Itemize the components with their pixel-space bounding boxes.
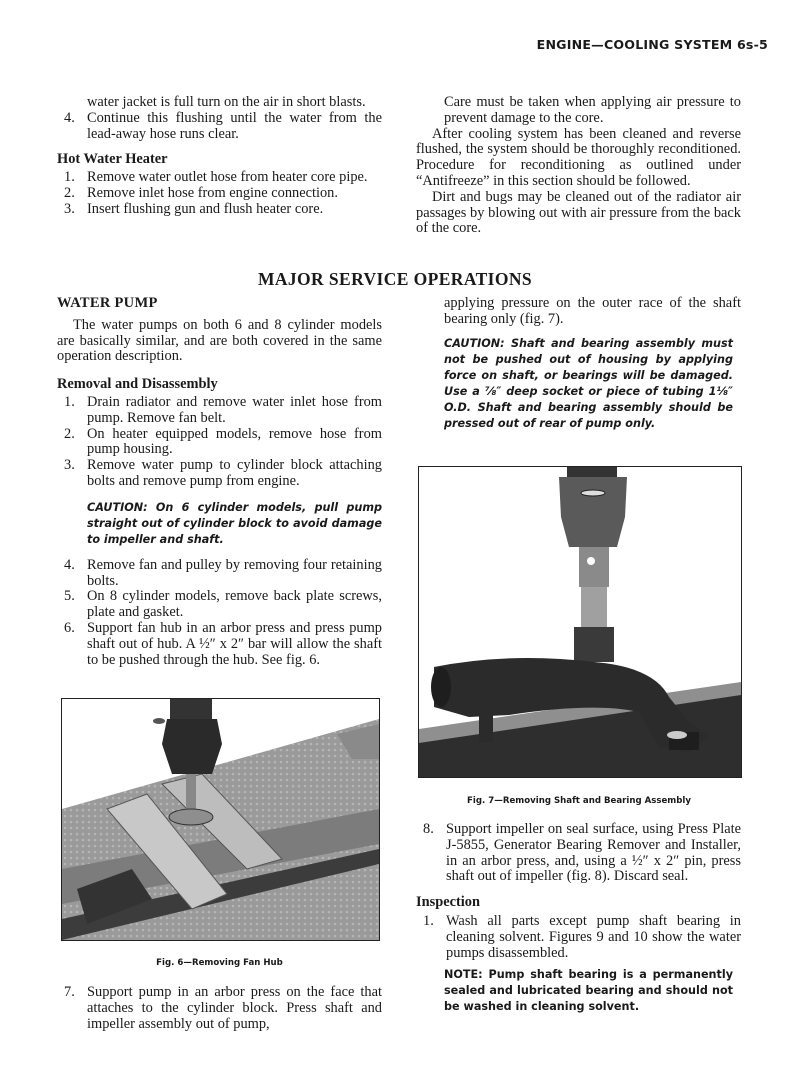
step-text: Remove water outlet hose from heater core pipe. (87, 169, 368, 186)
list-item (57, 186, 382, 202)
caution-shaft-bearing: CAUTION: Shaft and bearing assembly must not be pushed out of housing by applying force on shaft, or bearings will be damaged. Use a ⅞″ deep socket or piece of tubing 1⅛″ O.D. Shaft and bearing assembly should be pressed out of rear of pump only. (444, 336, 733, 430)
water-pump-heading: WATER PUMP (57, 295, 158, 311)
removal-steps (57, 395, 382, 490)
step-number: 5. (64, 588, 75, 605)
step-text: Remove inlet hose from engine connection. (87, 184, 338, 201)
step-text: Support fan hub in an arbor press and press pump shaft out of hub. A ½″ x 2″ bar will allow the shaft to be pushed through the hub. See fig. 6. (87, 619, 382, 668)
step-text: Insert flushing gun and flush heater core. (87, 200, 324, 217)
list-item (57, 458, 382, 490)
major-service-heading: MAJOR SERVICE OPERATIONS (257, 269, 533, 289)
list-item (57, 202, 382, 218)
step-text: Support impeller on seal surface, using Press Plate J-5855, Generator Bearing Remover and Installer, in an arbor press, and, using a ½″ x 2″ pin, press shaft out of impeller (fig. 8). Discard seal. (446, 821, 741, 885)
water-pump-intro: The water pumps on both 6 and 8 cylinder models are basically similar, and are both covered in the same operation description. (57, 316, 382, 365)
step-3-continuation: water jacket is full turn on the air in short blasts. (87, 94, 366, 110)
step-7-block (57, 985, 382, 1032)
step-number: 8. (423, 821, 434, 837)
step-number: 4. (64, 556, 75, 573)
step-text: Continue this flushing until the water from the lead-away hose runs clear. (87, 109, 382, 142)
list-item (416, 822, 741, 885)
step-number: 4. (64, 109, 75, 126)
removal-steps-8 (416, 822, 741, 885)
list-item (57, 111, 382, 143)
step-text: On heater equipped models, remove hose from pump housing. (87, 425, 382, 458)
hot-water-heater-heading: Hot Water Heater (57, 151, 168, 168)
list-item (416, 914, 741, 961)
step-8-block (416, 822, 741, 1015)
removal-heading: Removal and Disassembly (57, 376, 218, 393)
list-item (57, 589, 382, 621)
step-text: Remove fan and pulley by removing four retaining bolts. (87, 556, 382, 589)
list-item (57, 395, 382, 427)
list-item (57, 985, 382, 1032)
list-item (57, 427, 382, 459)
list-item (57, 621, 382, 668)
figure-7-caption: Fig. 7—Removing Shaft and Bearing Assembly (467, 796, 691, 806)
recondition-paragraph: After cooling system has been cleaned and reverse flushed, the system should be thoroughly reconditioned. Procedure for reconditioning as outlined under “Antifreeze” in this section should be followed. (416, 125, 741, 189)
step-number: 2. (64, 184, 75, 201)
left-top-section (57, 95, 382, 218)
step-number: 6. (64, 619, 75, 636)
caution-6-cylinder: CAUTION: On 6 cylinder models, pull pump straight out of cylinder block to avoid damage to impeller and shaft. (87, 500, 382, 546)
step-number: 1. (423, 912, 434, 929)
inspection-steps (416, 914, 741, 961)
fan-hub-press-illustration (62, 699, 379, 940)
shaft-bearing-press-illustration (419, 467, 741, 777)
step-number: 1. (64, 169, 75, 186)
removal-steps-continued (57, 558, 382, 669)
figure-6-photo (61, 698, 380, 941)
figure-6-caption: Fig. 6—Removing Fan Hub (156, 958, 283, 968)
dirt-bugs-paragraph: Dirt and bugs may be cleaned out of the radiator air passages by blowing out with air pressure from the back of the core. (416, 188, 741, 237)
removal-steps-7 (57, 985, 382, 1032)
step-number: 7. (64, 984, 75, 1000)
inspection-heading: Inspection (416, 894, 480, 911)
heater-steps (57, 170, 382, 217)
step-7-continuation-block (416, 296, 741, 432)
list-item (57, 170, 382, 186)
step-text: Remove water pump to cylinder block attaching bolts and remove pump from engine. (87, 457, 382, 489)
step-text: Wash all parts except pump shaft bearing in cleaning solvent. Figures 9 and 10 show the water pumps disassembled. (446, 912, 741, 961)
running-head: ENGINE—COOLING SYSTEM 6s-5 (536, 37, 768, 52)
step-number: 3. (64, 200, 75, 217)
right-top-section (416, 95, 741, 237)
step-text: Support pump in an arbor press on the face that attaches to the cylinder block. Press shaft and impeller assembly out of pump, (87, 984, 382, 1032)
step-7-continuation: applying pressure on the outer race of the shaft bearing only (fig. 7). (444, 295, 741, 327)
care-note: Care must be taken when applying air pressure to prevent damage to the core. (444, 94, 741, 126)
bearing-note: NOTE: Pump shaft bearing is a permanently sealed and lubricated bearing and should not be washed in cleaning solvent. (444, 968, 733, 1014)
step-text: Drain radiator and remove water inlet hose from pump. Remove fan belt. (87, 393, 382, 426)
water-pump-section (57, 296, 382, 668)
step-number: 3. (64, 457, 75, 474)
step-number: 2. (64, 425, 75, 442)
list-item (57, 558, 382, 590)
step-text: On 8 cylinder models, remove back plate screws, plate and gasket. (87, 588, 382, 621)
step-number: 1. (64, 393, 75, 410)
figure-7-photo (418, 466, 742, 778)
flush-steps (57, 111, 382, 143)
